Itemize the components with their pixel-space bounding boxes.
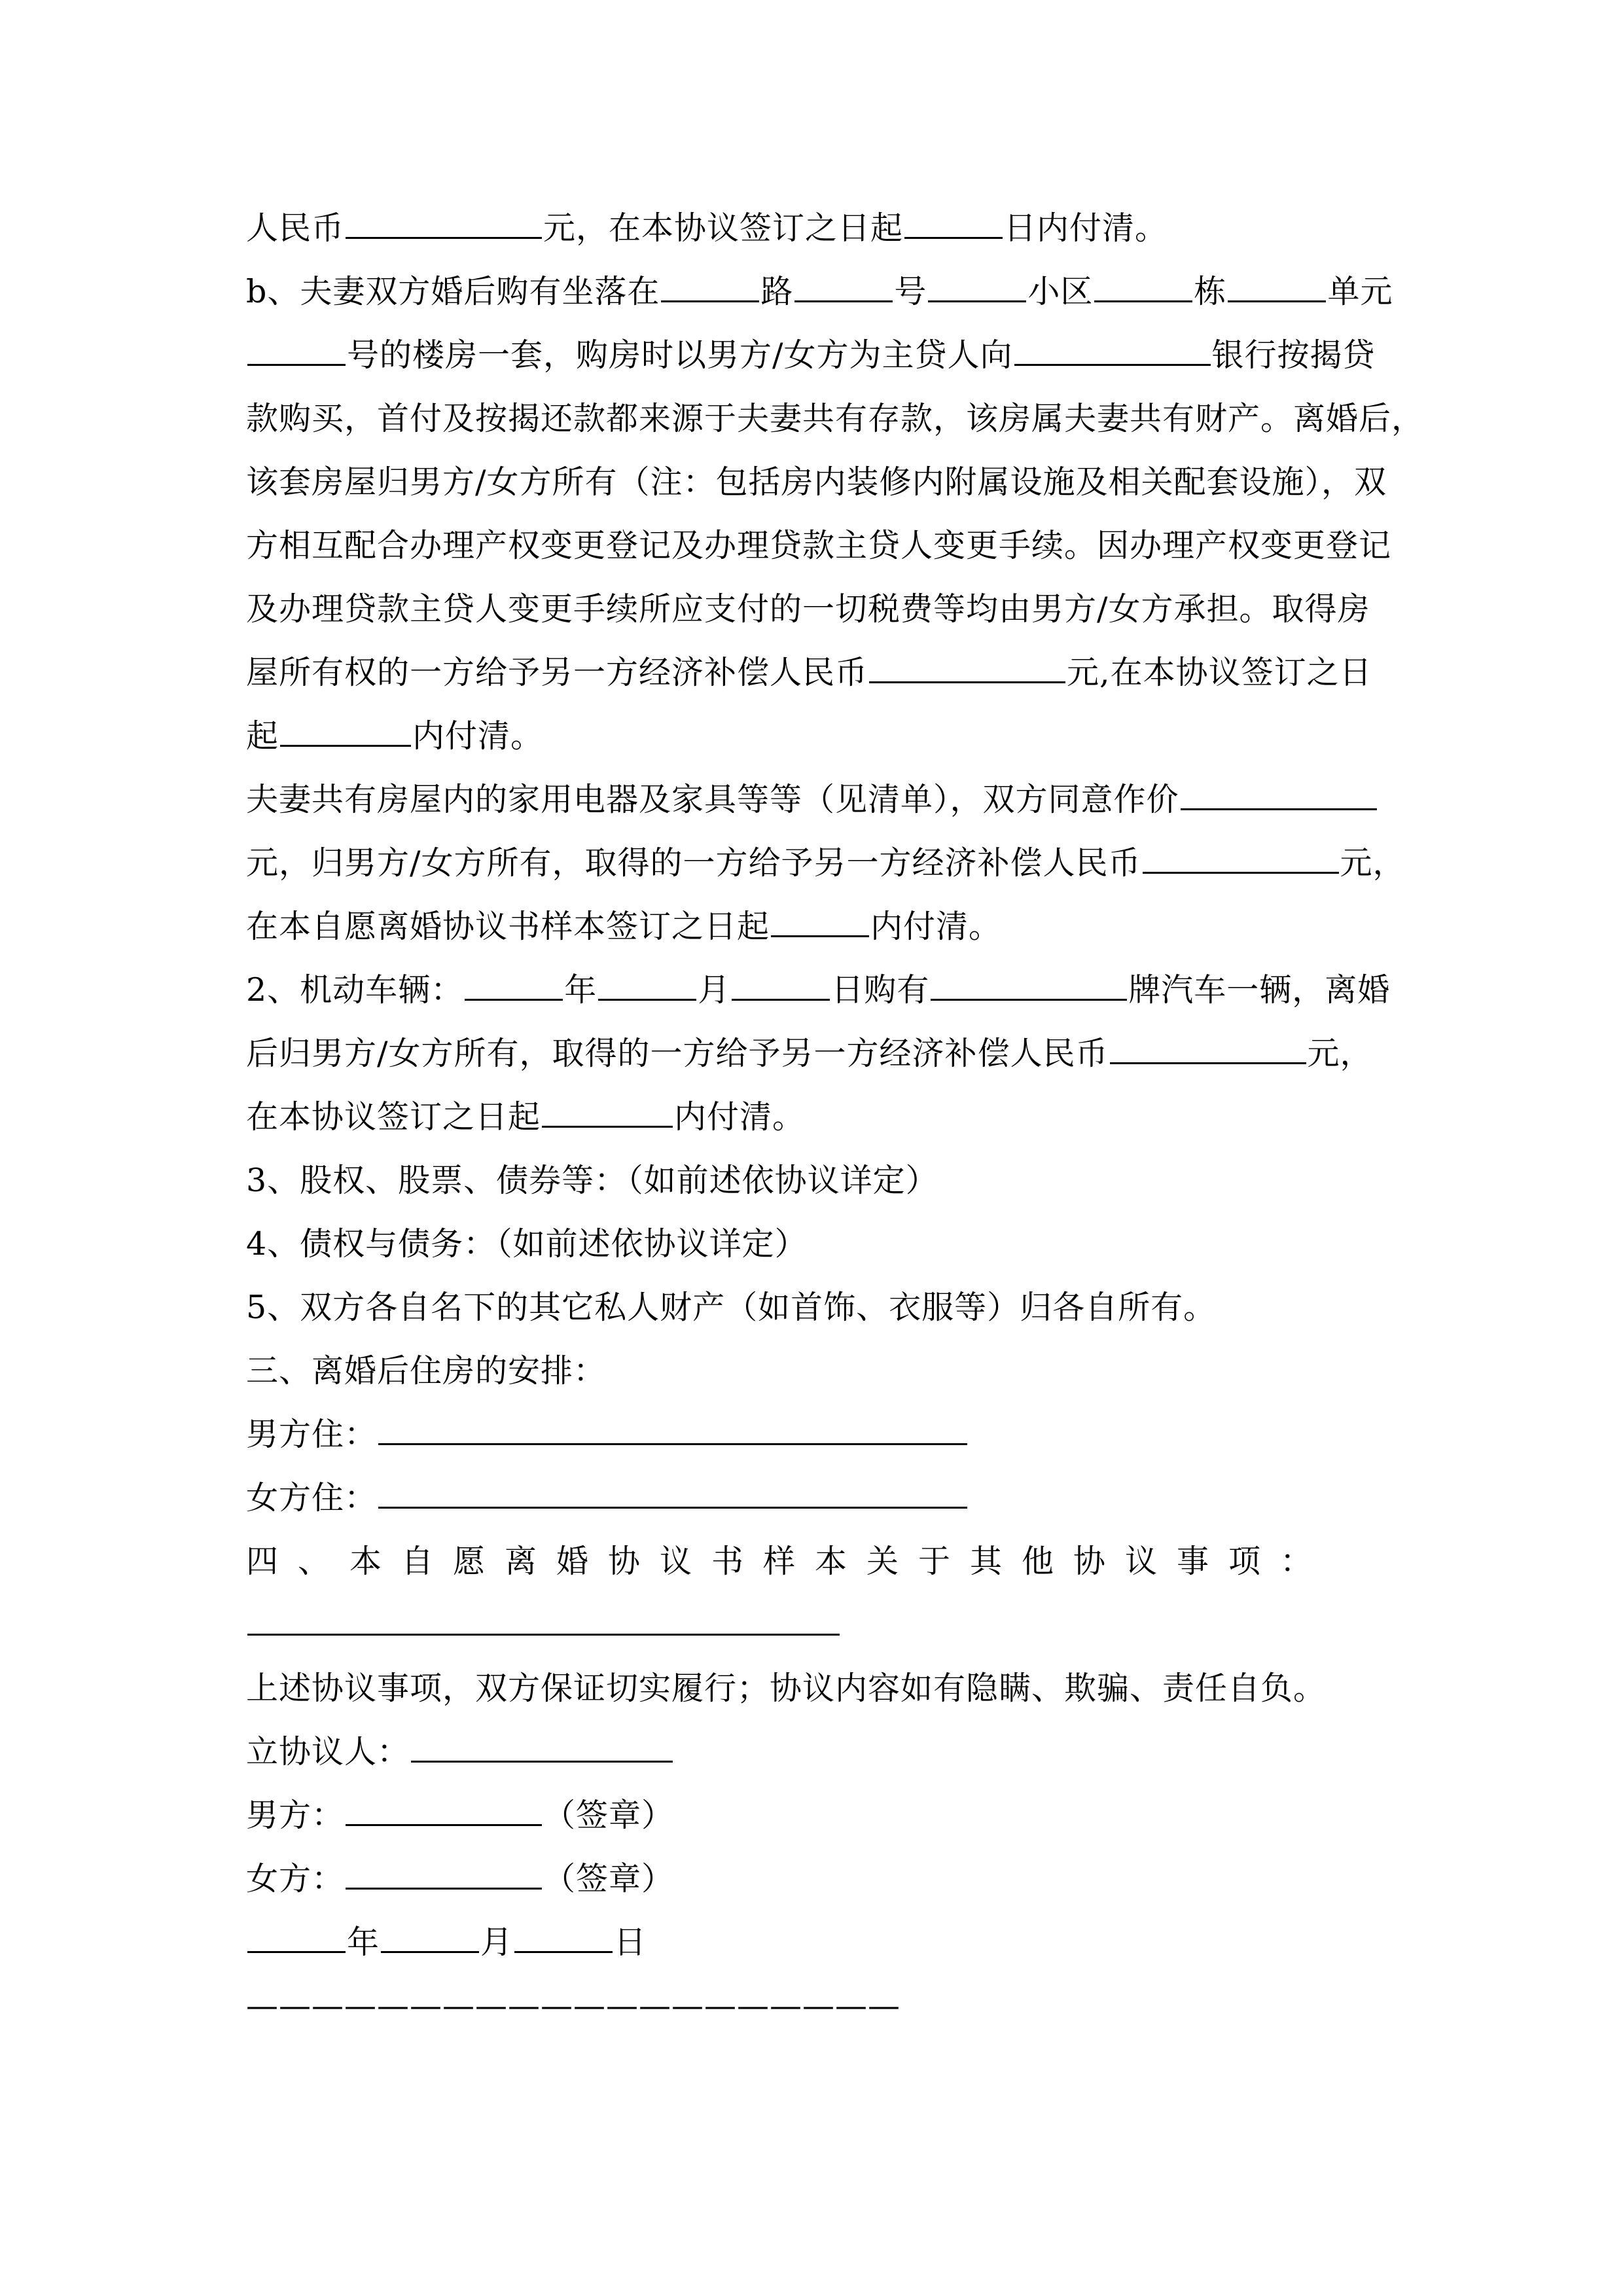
text: 日: [614, 1924, 647, 1961]
text: 女方：: [246, 1860, 345, 1897]
document-body: [246, 196, 1425, 2037]
text: 夫妻共有房屋内的家用电器及家具等等（见清单），双方同意作价: [246, 781, 1179, 818]
fill-blank: [465, 967, 563, 1001]
fill-blank: [247, 332, 346, 366]
text: 日购有: [831, 971, 930, 1009]
text-line: 该套房屋归男方/女方所有（注：包括房内装修内附属设施及相关配套设施），双: [246, 463, 1387, 501]
fill-blank: [514, 1919, 613, 1953]
fill-blank: [378, 1475, 967, 1509]
date-line: [246, 1910, 1378, 1974]
text-line: [246, 196, 1378, 260]
section-heading: 四、本自愿离婚协议书样本关于其他协议事项：: [246, 1543, 1332, 1580]
text: 月: [480, 1924, 514, 1961]
text-line: [246, 1466, 1378, 1530]
signature-line: [246, 1720, 1378, 1784]
text-line: 5、双方各自名下的其它私人财产（如首饰、衣服等）归各自所有。: [246, 1289, 1217, 1326]
fill-blank: [1143, 840, 1339, 874]
fill-blank: [280, 713, 411, 747]
fill-blank: [346, 1792, 542, 1826]
text: 男方：: [246, 1797, 345, 1834]
fill-blank: [381, 1919, 479, 1953]
text: 牌汽车一辆，离婚: [1128, 971, 1391, 1009]
text: （签章）: [543, 1860, 675, 1897]
text: 年: [564, 971, 597, 1009]
fill-blank: [247, 1602, 840, 1636]
text: b、夫妻双方婚后购有坐落在: [246, 273, 660, 310]
fill-blank: [771, 903, 869, 937]
text: 小区: [1027, 273, 1094, 310]
text-line: 及办理贷款主贷人变更手续所应支付的一切税费等均由男方/女方承担。取得房: [246, 590, 1370, 628]
text-line: 4、债权与债务：（如前述依协议详定）: [246, 1225, 808, 1263]
text-line: 方相互配合办理产权变更登记及办理贷款主贷人变更手续。因办理产权变更登记: [246, 527, 1392, 564]
divider-line: ————————————————————: [246, 1987, 901, 2024]
text-line: [246, 958, 1391, 1022]
signature-line: [246, 1847, 1378, 1910]
fill-blank: [1181, 776, 1377, 810]
fill-blank: [732, 967, 830, 1001]
text-line: 3、股权、股票、债券等：（如前述依协议详定）: [246, 1162, 938, 1199]
text: 起: [246, 717, 279, 755]
section-heading: 三、离婚后住房的安排：: [246, 1352, 607, 1390]
text: 日内付清。: [1004, 209, 1168, 247]
text: 女方住：: [246, 1479, 378, 1516]
text: 内付清。: [674, 1098, 806, 1136]
text-line: 上述协议事项，双方保证切实履行；协议内容如有隐瞒、欺骗、责任自负。: [246, 1670, 1327, 1707]
fill-blank: [1014, 332, 1211, 366]
text-line: [246, 323, 1378, 387]
text-line: [246, 895, 1378, 958]
fill-blank: [247, 1919, 346, 1953]
text: 路: [760, 273, 794, 310]
text-line: [246, 641, 1378, 704]
fill-blank: [869, 649, 1065, 683]
text-line: 款购买，首付及按揭还款都来源于夫妻共有存款，该房属夫妻共有财产。离婚后，: [246, 400, 1425, 437]
text: 内付清。: [412, 717, 544, 755]
fill-blank: [542, 1094, 673, 1128]
fill-blank: [904, 205, 1003, 239]
text-line: [246, 768, 1378, 831]
fill-blank: [378, 1411, 967, 1445]
text: 栋: [1194, 273, 1227, 310]
text: 元，在本协议签订之日起: [543, 209, 904, 247]
text: 元，归男方/女方所有，取得的一方给予另一方经济补偿人民币: [246, 844, 1141, 882]
fill-blank: [794, 268, 893, 302]
text: 2、机动车辆：: [246, 971, 464, 1009]
text-line: [246, 704, 1378, 768]
text: 年: [347, 1924, 380, 1961]
text: 后归男方/女方所有，取得的一方给予另一方经济补偿人民币: [246, 1035, 1109, 1072]
fill-blank: [346, 1856, 542, 1890]
text: 在本协议签订之日起: [246, 1098, 541, 1136]
text-line: [246, 831, 1406, 895]
text-line: [246, 1022, 1378, 1085]
text: 屋所有权的一方给予另一方经济补偿人民币: [246, 654, 868, 691]
fill-blank: [346, 205, 542, 239]
text: 号: [894, 273, 927, 310]
text: 男方住：: [246, 1416, 378, 1453]
fill-blank: [411, 1729, 673, 1763]
text: 月: [698, 971, 731, 1009]
text: 元,在本协议签订之日: [1067, 654, 1372, 691]
fill-blank: [1228, 268, 1326, 302]
text: （签章）: [543, 1797, 675, 1834]
fill-blank: [1110, 1030, 1306, 1064]
text: 人民币: [246, 209, 345, 247]
fill-blank: [661, 268, 759, 302]
fill-blank: [1094, 268, 1192, 302]
text-line: [246, 1085, 1378, 1149]
fill-blank: [931, 967, 1127, 1001]
text: 号的楼房一套，购房时以男方/女方为主贷人向: [347, 336, 1013, 374]
fill-blank: [598, 967, 696, 1001]
text: 银行按揭贷: [1211, 336, 1376, 374]
text-line: [246, 260, 1393, 323]
text-line: [246, 1403, 1378, 1466]
text: 元，: [1340, 844, 1406, 882]
signature-line: [246, 1784, 1378, 1847]
text: 元，: [1307, 1035, 1373, 1072]
text: 单元: [1327, 273, 1393, 310]
text: 内付清。: [870, 908, 1002, 945]
text: 立协议人：: [246, 1733, 410, 1770]
fill-blank: [928, 268, 1026, 302]
text: 在本自愿离婚协议书样本签订之日起: [246, 908, 770, 945]
text-line: [246, 1593, 1378, 1657]
